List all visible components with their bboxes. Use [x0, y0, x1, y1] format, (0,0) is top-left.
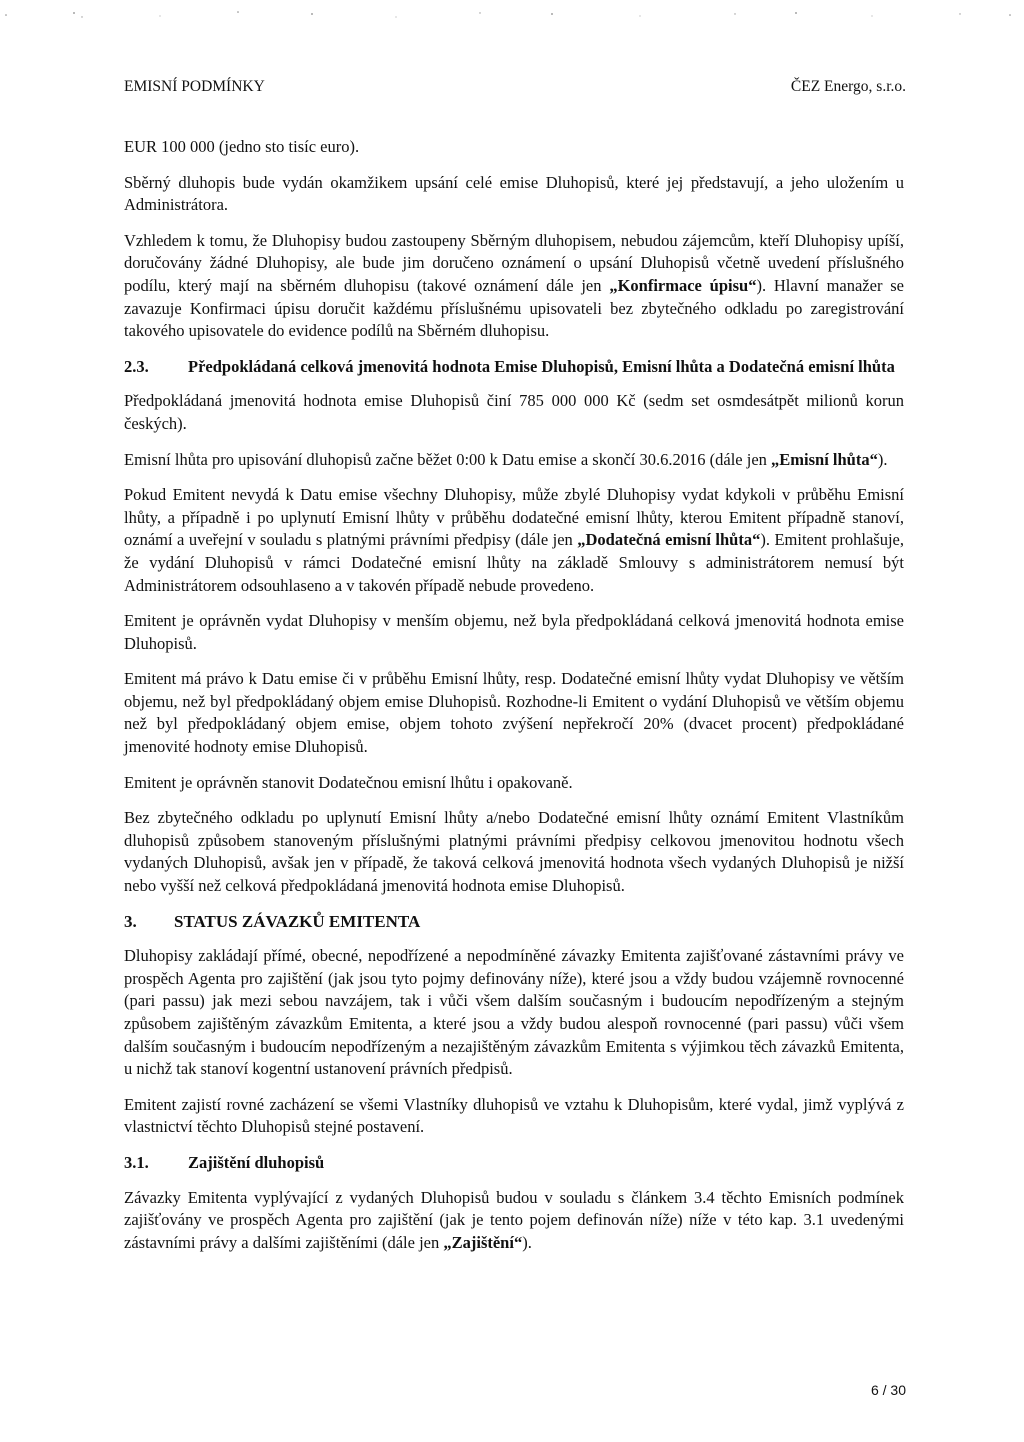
paragraph: Pokud Emitent nevydá k Datu emise všechny Dluhopisy, může zbylé Dluhopisy vydat kdykoli v průběhu Emisní lhůty, a případně i po uplynutí Emisní lhůty v průběhu dodatečné emisní lhůty, kterou Emitent případně stanoví, oznámí a uveřejní v souladu s platnými právními předpisy (dále jen „Dodatečná emisní lhůta“). Emitent prohlašuje, že vydání Dluhopisů v rámci Dodatečné emisní lhůty na základě Smlouvy s administrátorem nemusí být Administrátorem odsouhlaseno a v takovén případě nebude provedeno. [124, 485, 905, 595]
header-left: EMISNÍ PODMÍNKY [124, 78, 265, 95]
page-number: 6 / 30 [870, 1382, 906, 1398]
paragraph: Emitent zajistí rovné zacházení se všemi Vlastníky dluhopisů ve vztahu k Dluhopisům, které vydal, jimž vyplývá z vlastnictví těchto Dluhopisů stejné postavení. [124, 1094, 904, 1137]
paragraph: EUR 100 000 (jedno sto tisíc euro). [124, 137, 360, 156]
header-right: ČEZ Energo, s.r.o. [790, 78, 906, 95]
section-heading-3: 3. STATUS ZÁVAZKŮ EMITENTA [124, 911, 421, 931]
section-heading-3-1: 3.1. Zajištění dluhopisů [124, 1152, 325, 1172]
paragraph: Emitent je oprávněn stanovit Dodatečnou emisní lhůtu i opakovaně. [124, 772, 573, 792]
paragraph: Vzhledem k tomu, že Dluhopisy budou zastoupeny Sběrným dluhopisem, nebudou zájemcům, kteří Dluhopisy upíší, doručovány žádné Dluhopisy, ale bude jim doručeno oznámení o upsání Dluhopisů včetně uvedení příslušného podílu, který mají na sběrném dluhopisu (takové oznámení dále jen „Konfirmace úpisu“). Hlavní manažer se zavazuje Konfirmaci úpisu doručit každému příslušnému upisovateli bez zbytečného odkladu po zaregistrování takového upisovatele do evidence podílů na Sběrném dluhopisu. [124, 230, 904, 341]
paragraph: Emisní lhůta pro upisování dluhopisů začne běžet 0:00 k Datu emise a skončí 30.6.2016 (dále jen „Emisní lhůta“). [124, 449, 888, 469]
section-heading-2-3: 2.3. Předpokládaná celková jmenovitá hodnota Emise Dluhopisů, Emisní lhůta a Dodatečná emisní lhůta [124, 356, 895, 376]
paragraph: Závazky Emitenta vyplývající z vydaných Dluhopisů budou v souladu s článkem 3.4 těchto Emisních podmínek zajišťovány ve prospěch Agenta pro zajištění (jak je tento pojem definován níže) níže v této kap. 3.1 uvedenými zástavními právy a dalšími zajištěními (dále jen „Zajištění“). [124, 1187, 904, 1252]
paragraph: Dluhopisy zakládají přímé, obecné, nepodřízené a nepodmíněné závazky Emitenta zajišťované zástavními právy ve prospěch Agenta pro zajištění (jak jsou tyto pojmy definovány níže), které jsou a vždy budou vzájemně rovnocenné (pari passu) jak mezi sebou navzájem, tak i vůči všem dalším současným i budoucím nepodřízeným a stejným způsobem zajištěným závazkům Emitenta, a které jsou a vždy budou alespoň rovnocenné (pari passu) vůči všem dalším současným i budoucím nepodřízeným a nezajištěným závazkům Emitenta s výjimkou těch závazků Emitenta, u nichž tak stanoví kogentní ustanovení právních předpisů. [124, 946, 904, 1079]
scan-noise [0, 8, 1024, 22]
paragraph: Bez zbytečného odkladu po uplynutí Emisní lhůty a/nebo Dodatečné emisní lhůty oznámí Emitent Vlastníkům dluhopisů způsobem stanoveným příslušnými platnými právními předpisy celkovou jmenovitou hodnotu všech vydaných Dluhopisů, avšak jen v případě, že taková celková jmenovitá hodnota všech vydaných Dluhopisů je nižší nebo vyšší než celková předpokládaná jmenovitá hodnota emise Dluhopisů. [124, 808, 904, 896]
paragraph: Předpokládaná jmenovitá hodnota emise Dluhopisů činí 785 000 000 Kč (sedm set osmdesátpět milionů korun českých). [124, 391, 904, 433]
paragraph: Sběrný dluhopis bude vydán okamžikem upsání celé emise Dluhopisů, které jej představují, a jeho uložením u Administrátora. [124, 172, 904, 215]
paragraph: Emitent je oprávněn vydat Dluhopisy v menším objemu, než byla předpokládaná celková jmenovitá hodnota emise Dluhopisů. [124, 611, 904, 653]
page-content [124, 136, 904, 1267]
paragraph: Emitent má právo k Datu emise či v průběhu Emisní lhůty, resp. Dodatečné emisní lhůty vydat Dluhopisy ve větším objemu, než byl předpokládaný objem emise Dluhopisů. Rozhodne-li Emitent o vydání Dluhopisů ve větším objemu než byl předpokládaný objem emise, objem tohoto zvýšení nepřekročí 20% (dvacet procent) předpokládané jmenovité hodnoty emise Dluhopisů. [124, 669, 904, 757]
page-header [124, 78, 906, 96]
